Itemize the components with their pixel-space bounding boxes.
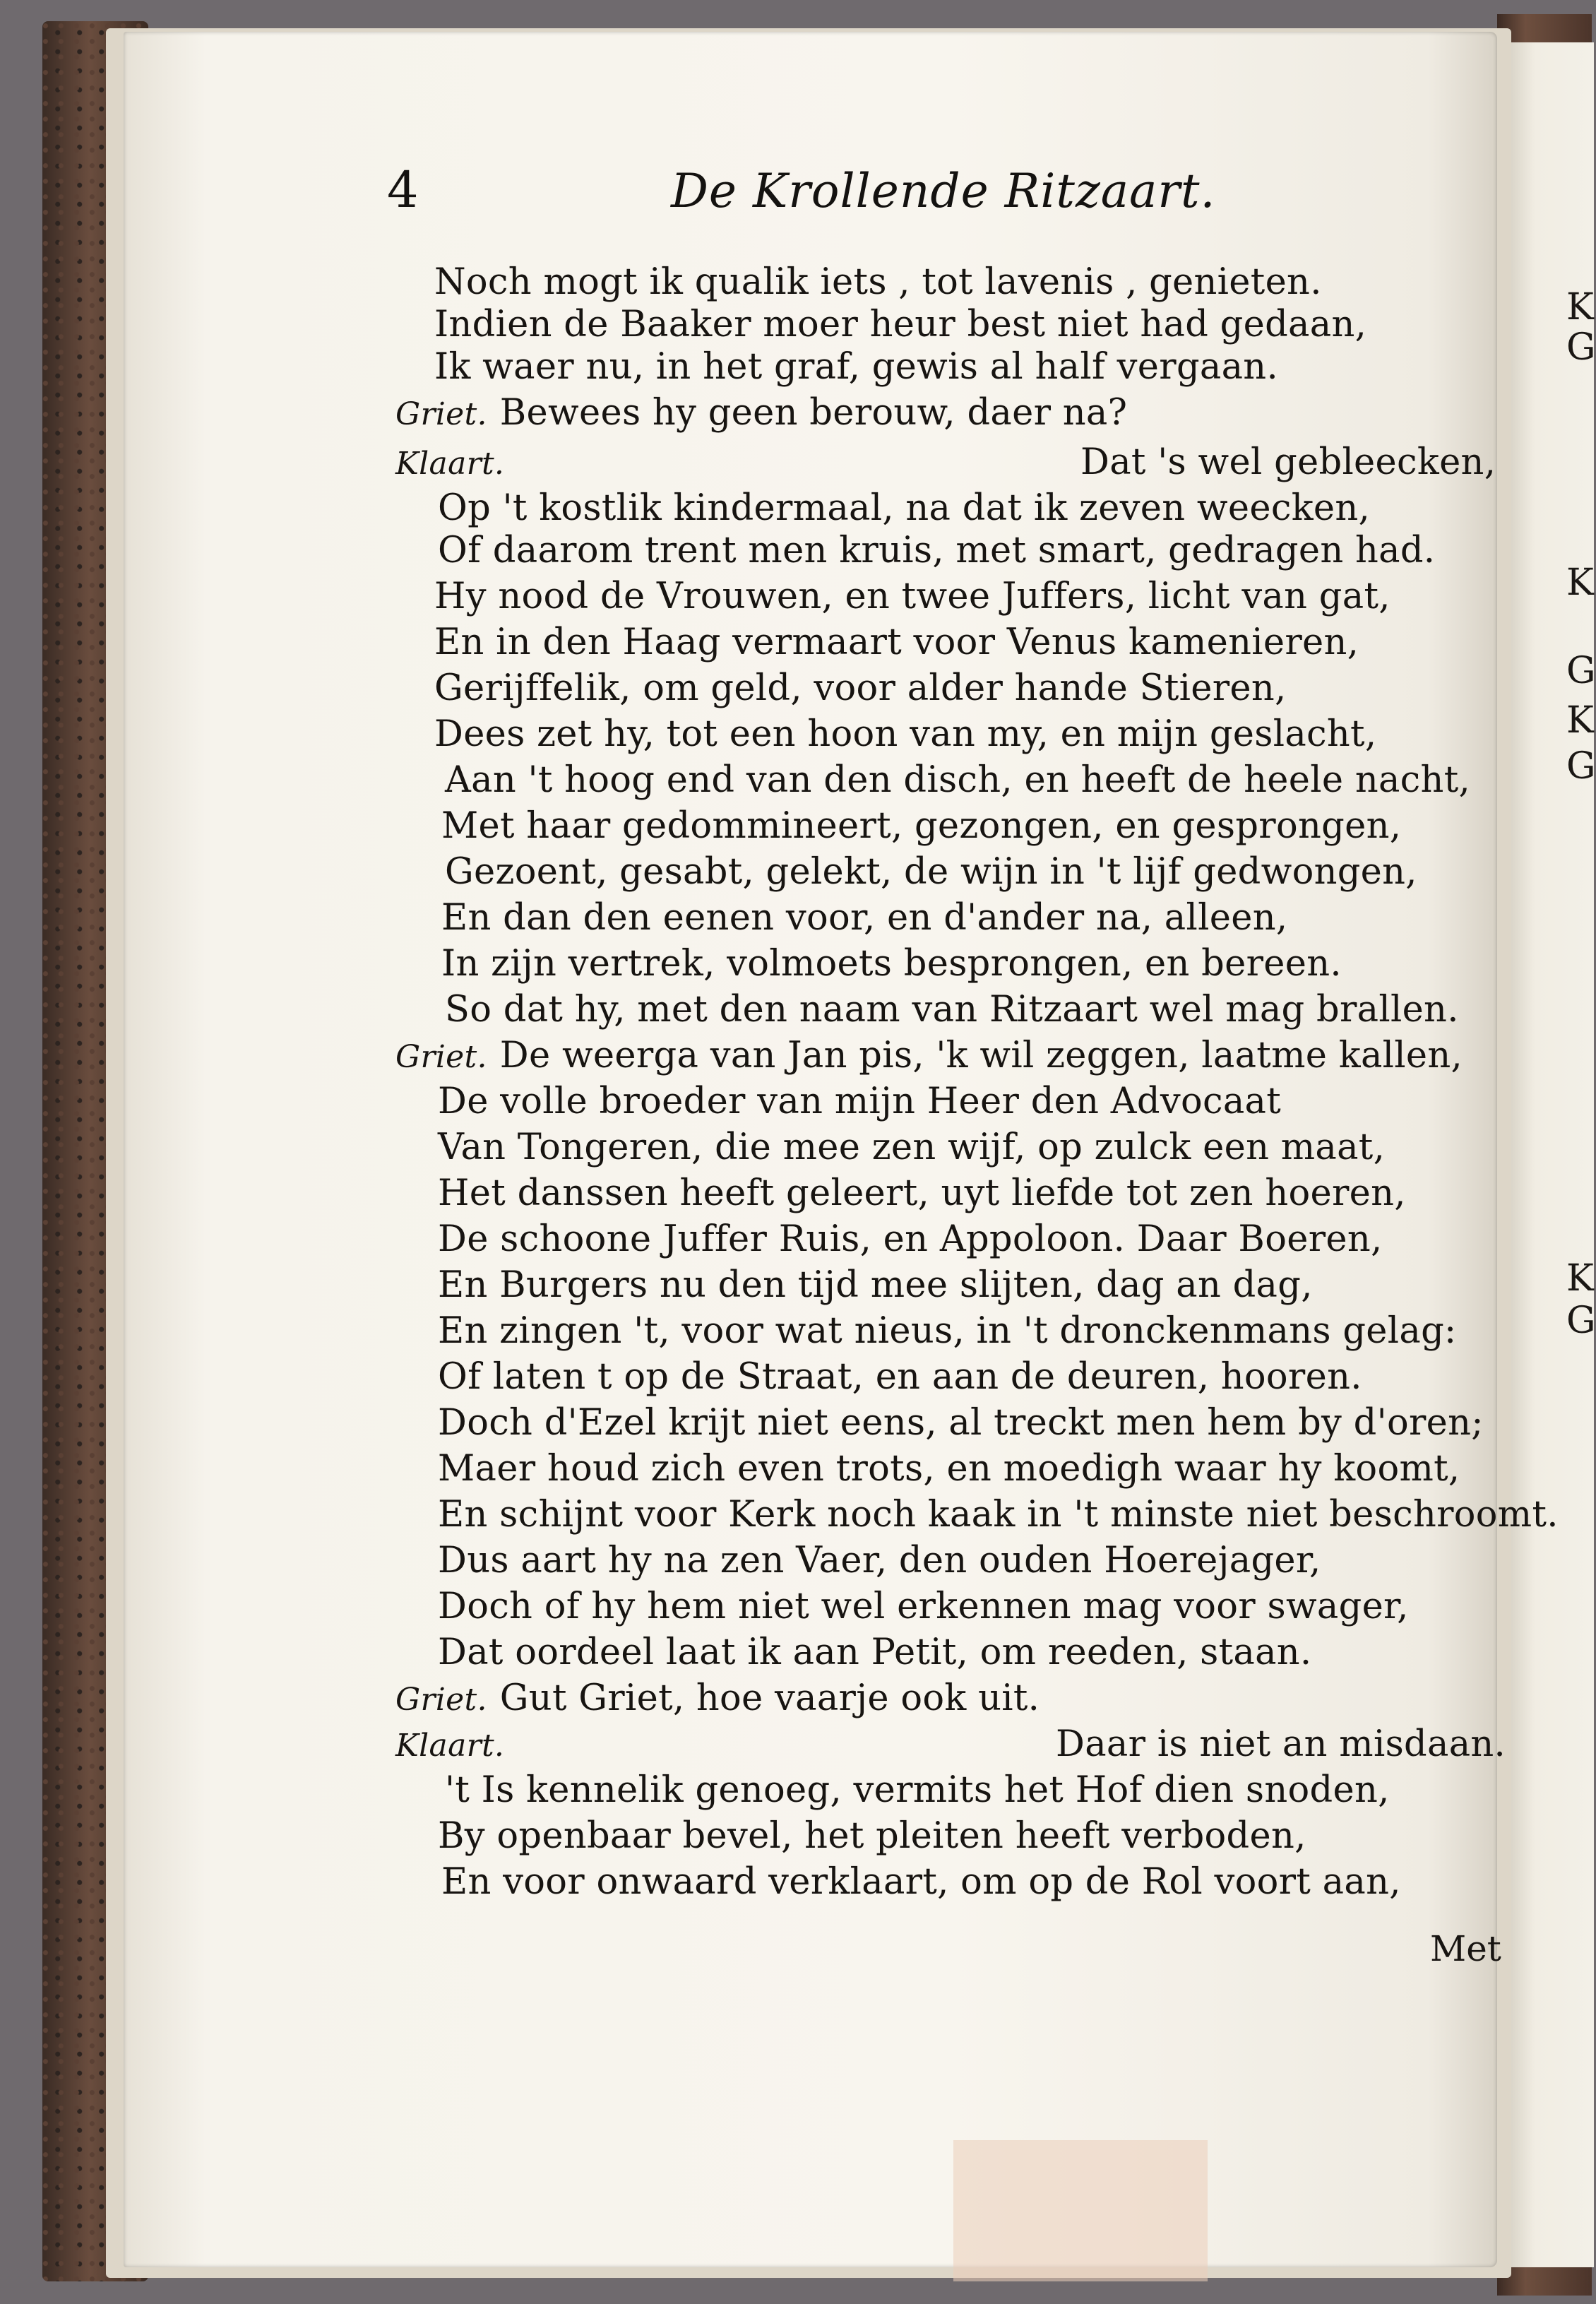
verse-line: Daar is niet an misdaan. bbox=[1056, 1723, 1506, 1765]
verse-line: Noch mogt ik qualik iets , tot lavenis , genieten. bbox=[434, 261, 1322, 303]
facing-page-letter: G bbox=[1566, 1300, 1596, 1342]
verse-line: Doch d'Ezel krijt niet eens, al treckt men hem by d'oren; bbox=[438, 1402, 1484, 1444]
verse-line: Of daarom trent men kruis, met smart, gedragen had. bbox=[438, 530, 1436, 571]
tape-strip bbox=[953, 2140, 1208, 2281]
verse-line: 't Is kennelik genoeg, vermits het Hof dien snoden, bbox=[445, 1769, 1390, 1811]
facing-page-letter: K bbox=[1566, 1257, 1594, 1300]
verse-text-span: Bewees hy geen berouw, daer na? bbox=[499, 392, 1128, 434]
verse-line: En schijnt voor Kerk noch kaak in 't minste niet beschroomt. bbox=[438, 1494, 1559, 1536]
page-number: 4 bbox=[387, 161, 419, 219]
facing-page-letter: G bbox=[1566, 745, 1596, 788]
verse-line: Ik waer nu, in het graf, gewis al half vergaan. bbox=[434, 346, 1278, 388]
facing-page-letter: K bbox=[1566, 562, 1594, 604]
verse-line: En dan den eenen voor, en d'ander na, alleen, bbox=[441, 897, 1288, 939]
running-title: De Krollende Ritzaart. bbox=[671, 164, 1216, 218]
verse-line: By openbaar bevel, het pleiten heeft verboden, bbox=[438, 1815, 1306, 1857]
facing-page-edge bbox=[1508, 42, 1594, 2267]
verse-line: Dus aart hy na zen Vaer, den ouden Hoerejager, bbox=[438, 1540, 1321, 1581]
verse-line: So dat hy, met den naam van Ritzaart wel mag brallen. bbox=[445, 989, 1459, 1031]
verse-line: Doch of hy hem niet wel erkennen mag voor swager, bbox=[438, 1586, 1409, 1627]
speaker-name: Griet. bbox=[395, 1039, 487, 1075]
verse-line: Gerijffelik, om geld, voor alder hande Stieren, bbox=[434, 667, 1287, 709]
verse-text-span: De weerga van Jan pis, 'k wil zeggen, laatme kallen, bbox=[499, 1035, 1463, 1076]
verse-line: Gezoent, gesabt, gelekt, de wijn in 't lijf gedwongen, bbox=[445, 851, 1417, 893]
verse-line: Op 't kostlik kindermaal, na dat ik zeven weecken, bbox=[438, 487, 1371, 529]
verse-line: En in den Haag vermaart voor Venus kamenieren, bbox=[434, 622, 1359, 663]
verse-line-speaker bbox=[395, 1723, 517, 1765]
verse-line bbox=[395, 392, 1127, 434]
verse-line: Van Tongeren, die mee zen wijf, op zulck een maat, bbox=[438, 1127, 1386, 1168]
verse-line: Dees zet hy, tot een hoon van my, en mijn geslacht, bbox=[434, 713, 1377, 755]
facing-page-letter: G bbox=[1566, 326, 1596, 369]
verse-line: Maer houd zich even trots, en moedigh waar hy koomt, bbox=[438, 1448, 1460, 1490]
verse-line: De schoone Juffer Ruis, en Appoloon. Daar Boeren, bbox=[438, 1218, 1383, 1260]
verse-line: Het danssen heeft geleert, uyt liefde tot zen hoeren, bbox=[438, 1172, 1406, 1214]
verse-line-speaker bbox=[395, 441, 517, 483]
verse-line: In zijn vertrek, volmoets besprongen, en bereen. bbox=[441, 943, 1342, 985]
verse-line: Met haar gedommineert, gezongen, en gesprongen, bbox=[441, 805, 1402, 847]
speaker-name: Klaart. bbox=[395, 1728, 505, 1764]
catchword: Met bbox=[1430, 1928, 1501, 1969]
facing-page-letter: K bbox=[1566, 699, 1594, 742]
verse-text-span: Gut Griet, hoe vaarje ook uit. bbox=[499, 1677, 1040, 1719]
speaker-name: Griet. bbox=[395, 396, 487, 432]
verse-line bbox=[395, 1035, 1463, 1076]
verse-line: De volle broeder van mijn Heer den Advocaat bbox=[438, 1081, 1282, 1122]
verse-line: En voor onwaard verklaart, om op de Rol voort aan, bbox=[441, 1861, 1401, 1903]
verse-line: Of laten t op de Straat, en aan de deuren, hooren. bbox=[438, 1356, 1362, 1398]
verse-line: Dat oordeel laat ik aan Petit, om reeden, staan. bbox=[438, 1632, 1312, 1673]
verse-line: En Burgers nu den tijd mee slijten, dag an dag, bbox=[438, 1264, 1313, 1306]
facing-page-letter: K bbox=[1566, 286, 1594, 328]
verse-line: Dat 's wel gebleecken, bbox=[1080, 441, 1496, 483]
verse-line: En zingen 't, voor wat nieus, in 't dronckenmans gelag: bbox=[438, 1310, 1457, 1352]
verse-line: Hy nood de Vrouwen, en twee Juffers, licht van gat, bbox=[434, 576, 1390, 617]
speaker-name: Klaart. bbox=[395, 446, 505, 482]
facing-page-letter: G bbox=[1566, 650, 1596, 692]
speaker-name: Griet. bbox=[395, 1682, 487, 1718]
verse-line: Indien de Baaker moer heur best niet had gedaan, bbox=[434, 304, 1367, 345]
verse-line bbox=[395, 1677, 1040, 1719]
verse-line: Aan 't hoog end van den disch, en heeft de heele nacht, bbox=[445, 759, 1470, 801]
